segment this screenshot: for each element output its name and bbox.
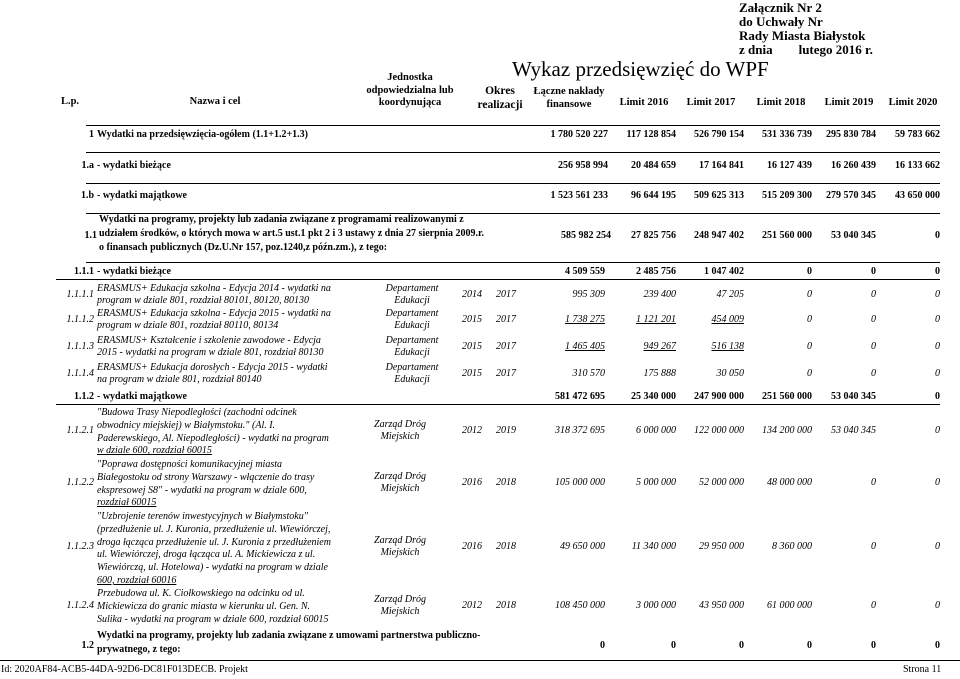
item-l2019: 0 — [871, 314, 876, 325]
item-l2019: 0 — [871, 368, 876, 379]
summary-row-total: 1 780 520 227 — [550, 129, 608, 140]
item-unit-line: Zarząd Dróg — [374, 471, 426, 482]
item-desc-line: program w dziale 801, rozdział 80101, 80120, 80130 — [97, 295, 310, 306]
sec11-l2020: 0 — [935, 230, 940, 241]
sec11-l2016: 27 825 756 — [631, 230, 676, 241]
item-lp: 1.1.1.3 — [66, 341, 94, 352]
item-desc-line: "Poprawa dostępności komunikacyjnej miasta — [97, 459, 283, 470]
item-l2020: 0 — [935, 477, 940, 488]
summary-row-l2020: 59 783 662 — [895, 129, 940, 140]
item-desc-line: droga łącząca przedłużenie ul. J. Kuronia z przedłużeniem — [97, 536, 331, 548]
item-unit-line: Miejskich — [380, 431, 420, 442]
page-number: Strona 11 — [903, 664, 942, 675]
item-to-year: 2017 — [496, 314, 516, 325]
item-desc-line: program w dziale 801, rozdział 80110, 80134 — [97, 320, 279, 331]
summary-row-l2017: 509 625 313 — [694, 190, 744, 201]
item-l2019: 53 040 345 — [831, 425, 876, 436]
sec11-l2018: 251 560 000 — [762, 230, 812, 241]
col-limit-2017: Limit 2017 — [686, 97, 736, 108]
sec112-divider — [56, 404, 940, 405]
col-total: Łączne nakłady finansowe — [533, 86, 605, 110]
col-period: Okres realizacji — [477, 85, 523, 111]
item-l2018: 0 — [807, 341, 812, 352]
item-l2017: 454 009 — [711, 314, 744, 325]
item-desc-line: "Budowa Trasy Niepodległości (zachodni odcinek — [97, 407, 297, 418]
sec111-total: 4 509 559 — [565, 266, 605, 277]
sec112-l2019: 53 040 345 — [831, 391, 876, 402]
item-desc-line: ERASMUS+ Edukacja dorosłych - Edycja 2015 - wydatki — [97, 362, 328, 373]
sec111-name: - wydatki bieżące — [97, 266, 171, 277]
annex-label: Załącznik Nr 2 — [739, 0, 822, 15]
item-unit-line: Zarząd Dróg — [374, 535, 426, 546]
item-desc-line: "Uzbrojenie terenów inwestycyjnych w Białymstoku" — [97, 511, 308, 522]
item-desc-line: ERASMUS+ Kształcenie i szkolenie zawodowe - Edycja — [97, 335, 321, 346]
item-lp: 1.1.1.1 — [66, 289, 94, 300]
header-divider — [86, 125, 940, 126]
item-to-year: 2019 — [496, 425, 516, 436]
summary-row-l2017: 17 164 841 — [699, 160, 744, 171]
summary-row-name: - wydatki bieżące — [97, 160, 171, 171]
summary-row-l2019: 16 260 439 — [831, 160, 876, 171]
item-l2017: 30 050 — [716, 368, 744, 379]
council-label: Rady Miasta Białystok — [739, 28, 866, 43]
sec112-lp: 1.1.2 — [74, 391, 94, 402]
item-l2019: 0 — [871, 600, 876, 611]
sec112-name: - wydatki majątkowe — [97, 391, 187, 402]
item-to-year: 2018 — [496, 477, 516, 488]
summary-row-lp: 1.b — [80, 190, 94, 201]
item-total: 1 738 275 — [565, 314, 605, 325]
item-desc-line: ekspresowej S8" - wydatki na program w dziale 600, — [97, 484, 307, 496]
item-from-year: 2015 — [462, 368, 482, 379]
item-l2016: 175 888 — [643, 368, 676, 379]
summary-row-l2019: 279 570 345 — [826, 190, 876, 201]
item-from-year: 2016 — [462, 541, 482, 552]
item-l2018: 0 — [807, 368, 812, 379]
item-l2018: 0 — [807, 289, 812, 300]
item-l2016: 11 340 000 — [631, 541, 676, 552]
item-l2020: 0 — [935, 289, 940, 300]
item-l2019: 0 — [871, 541, 876, 552]
item-unit-line: Zarząd Dróg — [374, 594, 426, 605]
item-l2017: 52 000 000 — [699, 477, 744, 488]
item-from-year: 2014 — [462, 289, 482, 300]
item-unit-line: Departament — [385, 283, 439, 294]
sec112-l2020: 0 — [935, 391, 940, 402]
resolution-label: do Uchwały Nr — [739, 14, 823, 29]
sec12-title-2: prywatnego, z tego: — [97, 644, 181, 655]
item-lp: 1.1.2.2 — [66, 477, 94, 488]
item-desc-line: Sulika - wydatki na program w dziale 600, rozdział 60015 — [97, 613, 329, 625]
col-unit: Jednostka odpowiedzialna lub koordynująca — [366, 72, 454, 108]
item-l2017: 29 950 000 — [699, 541, 744, 552]
item-l2020: 0 — [935, 341, 940, 352]
item-l2020: 0 — [935, 314, 940, 325]
sec111-l2020: 0 — [935, 266, 940, 277]
item-l2016: 5 000 000 — [636, 477, 676, 488]
col-limit-2016: Limit 2016 — [619, 97, 669, 108]
sec11-title-1: Wydatki na programy, projekty lub zadania związane z programami realizowanymi z — [99, 214, 464, 225]
item-lp: 1.1.2.1 — [66, 425, 94, 436]
item-desc-line: ERASMUS+ Edukacja szkolna - Edycja 2015 - wydatki na — [97, 308, 331, 319]
item-desc-line: ERASMUS+ Edukacja szkolna - Edycja 2014 - wydatki na — [97, 283, 331, 294]
summary-row-total: 256 958 994 — [558, 160, 608, 171]
item-l2020: 0 — [935, 425, 940, 436]
item-l2019: 0 — [871, 341, 876, 352]
summary-row-l2019: 295 830 784 — [826, 129, 876, 140]
item-desc-line: (przedłużenie ul. J. Kuronia, przedłużenie ul. Wiewiórczej, — [97, 523, 331, 535]
item-desc-line: Białegostoku od strony Warszawy - włączenie do trasy — [97, 471, 315, 483]
item-total: 108 450 000 — [555, 600, 605, 611]
sec112-l2017: 247 900 000 — [694, 391, 744, 402]
sec12-l2017: 0 — [739, 640, 744, 651]
sec111-l2016: 2 485 756 — [636, 266, 676, 277]
sec111-l2019: 0 — [871, 266, 876, 277]
sec12-title-1: Wydatki na programy, projekty lub zadania związane z umowami partnerstwa publiczno- — [97, 630, 481, 641]
item-l2016: 949 267 — [643, 341, 676, 352]
item-unit-line: Miejskich — [380, 606, 420, 617]
item-from-year: 2012 — [462, 425, 482, 436]
item-to-year: 2018 — [496, 600, 516, 611]
col-limit-2018: Limit 2018 — [756, 97, 806, 108]
item-l2020: 0 — [935, 368, 940, 379]
item-l2018: 61 000 000 — [767, 600, 812, 611]
summary-row-divider — [86, 183, 940, 184]
footer-divider — [0, 660, 960, 661]
item-desc-line: rozdział 60015 — [97, 497, 157, 509]
sec12-l2020: 0 — [935, 640, 940, 651]
item-desc-line: na program w dziale 801, rozdział 80140 — [97, 374, 262, 385]
item-unit-line: Miejskich — [380, 483, 420, 494]
item-to-year: 2017 — [496, 368, 516, 379]
sec11-lp: 1.1 — [84, 230, 97, 241]
item-l2016: 1 121 201 — [636, 314, 676, 325]
sec11-title-3: o finansach publicznych (Dz.U.Nr 157, poz.1240,z późn.zm.), z tego: — [99, 242, 388, 253]
summary-row-l2016: 20 484 659 — [631, 160, 676, 171]
item-total: 310 570 — [572, 368, 605, 379]
item-l2017: 122 000 000 — [694, 425, 744, 436]
sec12-l2018: 0 — [807, 640, 812, 651]
item-unit-line: Departament — [385, 335, 439, 346]
item-unit-line: Zarząd Dróg — [374, 419, 426, 430]
item-lp: 1.1.1.2 — [66, 314, 94, 325]
item-unit-line: Edukacji — [394, 347, 430, 358]
item-to-year: 2017 — [496, 289, 516, 300]
summary-row-divider — [86, 152, 940, 153]
item-desc-line: w dziale 600, rozdział 60015 — [97, 445, 212, 457]
item-total: 1 465 405 — [565, 341, 605, 352]
item-to-year: 2017 — [496, 341, 516, 352]
sec111-lp: 1.1.1 — [74, 266, 94, 277]
item-total: 105 000 000 — [555, 477, 605, 488]
sec11-total: 585 982 254 — [561, 230, 611, 241]
item-to-year: 2018 — [496, 541, 516, 552]
item-unit-line: Edukacji — [394, 320, 430, 331]
summary-row-total: 1 523 561 233 — [550, 190, 608, 201]
sec111-l2018: 0 — [807, 266, 812, 277]
sec11-title-2: udziałem środków, o których mowa w art.5 ust.1 pkt 2 i 3 ustawy z dnia 27 sierpnia 2009.r. — [99, 228, 485, 239]
item-l2019: 0 — [871, 289, 876, 300]
summary-row-name: Wydatki na przedsięwzięcia-ogółem (1.1+1.2+1.3) — [97, 129, 308, 140]
item-desc-line: obwodnicy miejskiej) w Białymstoku." (Al. I. — [97, 419, 276, 431]
summary-row-l2016: 117 128 854 — [626, 129, 676, 140]
item-desc-line: Mickiewicza do granic miasta w kierunku ul. Gen. N. — [97, 600, 311, 612]
item-desc-line: Przebudowa ul. K. Ciołkowskiego na odcinku od ul. — [97, 588, 305, 599]
item-desc-line: ul. Wiewiórczej, droga łącząca ul. A. Mickiewicza z ul. — [97, 549, 316, 561]
sec112-l2016: 25 340 000 — [631, 391, 676, 402]
document-id: Id: 2020AF84-ACB5-44DA-92D6-DC81F013DECB. Projekt — [1, 664, 248, 675]
item-from-year: 2015 — [462, 314, 482, 325]
item-l2017: 516 138 — [711, 341, 744, 352]
date-label: z dnia lutego 2016 r. — [739, 42, 873, 57]
summary-row-l2020: 43 650 000 — [895, 190, 940, 201]
item-total: 49 650 000 — [560, 541, 605, 552]
item-from-year: 2012 — [462, 600, 482, 611]
item-desc-line: Wiewiórczą, ul. Hotelowa) - wydatki na program w dziale — [97, 562, 328, 574]
item-unit-line: Departament — [385, 308, 439, 319]
sec11-l2017: 248 947 402 — [694, 230, 744, 241]
item-unit-line: Edukacji — [394, 295, 430, 306]
item-l2017: 43 950 000 — [699, 600, 744, 611]
summary-row-l2018: 531 336 739 — [762, 129, 812, 140]
item-desc-line: 600, rozdział 60016 — [97, 575, 177, 586]
sec12-l2016: 0 — [671, 640, 676, 651]
summary-row-l2018: 515 209 300 — [762, 190, 812, 201]
item-unit-line: Edukacji — [394, 374, 430, 385]
item-lp: 1.1.1.4 — [66, 368, 94, 379]
sec12-total: 0 — [600, 640, 605, 651]
sec112-l2018: 251 560 000 — [762, 391, 812, 402]
summary-row-name: - wydatki majątkowe — [97, 190, 187, 201]
item-l2016: 239 400 — [643, 289, 676, 300]
sec111-l2017: 1 047 402 — [704, 266, 744, 277]
col-lp: L.p. — [60, 96, 80, 107]
item-from-year: 2015 — [462, 341, 482, 352]
summary-row-lp: 1 — [89, 129, 94, 140]
item-from-year: 2016 — [462, 477, 482, 488]
item-l2020: 0 — [935, 541, 940, 552]
sec111-divider — [56, 279, 940, 280]
item-l2018: 134 200 000 — [762, 425, 812, 436]
sec12-l2019: 0 — [871, 640, 876, 651]
col-limit-2019: Limit 2019 — [824, 97, 874, 108]
page-title: Wykaz przedsięwzięć do WPF — [512, 57, 769, 81]
item-l2019: 0 — [871, 477, 876, 488]
item-unit-line: Departament — [385, 362, 439, 373]
item-total: 995 309 — [572, 289, 605, 300]
col-name: Nazwa i cel — [189, 96, 241, 107]
item-l2018: 48 000 000 — [767, 477, 812, 488]
item-l2016: 3 000 000 — [636, 600, 676, 611]
item-lp: 1.1.2.4 — [66, 600, 94, 611]
item-lp: 1.1.2.3 — [66, 541, 94, 552]
summary-row-lp: 1.a — [81, 160, 94, 171]
item-total: 318 372 695 — [555, 425, 605, 436]
sec12-lp: 1.2 — [81, 640, 94, 651]
item-l2016: 6 000 000 — [636, 425, 676, 436]
item-unit-line: Miejskich — [380, 547, 420, 558]
item-desc-line: Paderewskiego, Al. Niepodległości) - wydatki na program — [97, 432, 329, 444]
sec112-total: 581 472 695 — [555, 391, 605, 402]
col-limit-2020: Limit 2020 — [888, 97, 938, 108]
item-l2017: 47 205 — [716, 289, 744, 300]
summary-row-l2016: 96 644 195 — [631, 190, 676, 201]
item-l2020: 0 — [935, 600, 940, 611]
item-l2018: 8 360 000 — [772, 541, 812, 552]
summary-row-l2017: 526 790 154 — [694, 129, 744, 140]
sec11-l2019: 53 040 345 — [831, 230, 876, 241]
summary-row-l2020: 16 133 662 — [895, 160, 940, 171]
sec11-divider — [86, 262, 940, 263]
summary-row-l2018: 16 127 439 — [767, 160, 812, 171]
item-desc-line: 2015 - wydatki na program w dziale 801, rozdział 80130 — [97, 347, 324, 358]
item-l2018: 0 — [807, 314, 812, 325]
